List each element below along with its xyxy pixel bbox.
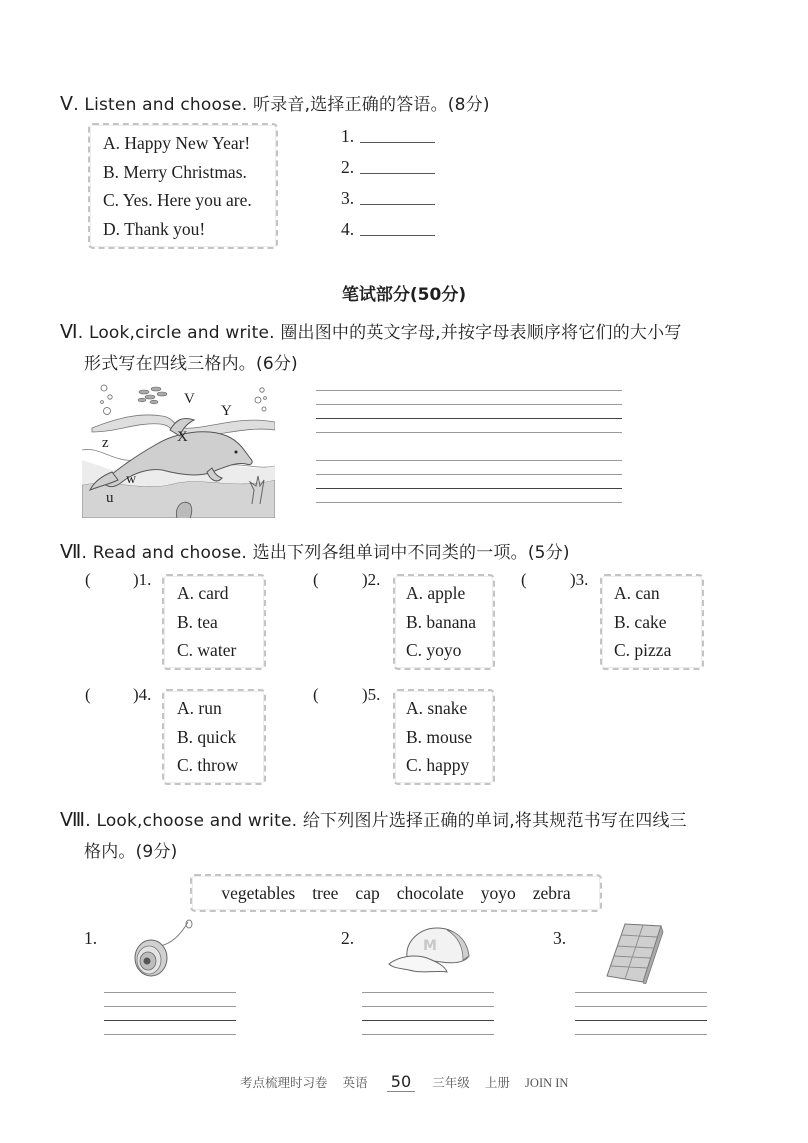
written-part-title: 笔试部分(50分): [341, 285, 467, 305]
answer-blank-4[interactable]: [360, 235, 435, 236]
footer-book-title: 考点梳理时习卷: [240, 1076, 328, 1090]
option-b: B. Merry Christmas.: [103, 161, 247, 182]
item-2-label: 2.: [341, 928, 355, 948]
q5-options: [406, 694, 472, 780]
section-6-writing-lines-1[interactable]: [316, 390, 622, 434]
item-3-label: 3.: [553, 928, 567, 948]
q3-option-c: C. pizza: [614, 640, 672, 660]
section-7-heading: [60, 538, 570, 564]
picture-letter-z[interactable]: z: [102, 435, 109, 451]
cap-icon: [385, 922, 475, 978]
chocolate-icon: [605, 920, 667, 984]
q4-label: )4.: [133, 685, 152, 704]
q5-option-b: B. mouse: [406, 726, 473, 747]
svg-text:M: M: [423, 938, 437, 954]
section-6-heading: [60, 318, 682, 344]
section-7-numeral: Ⅶ: [60, 542, 82, 563]
section-5-title: . Listen and choose. 听录音,选择正确的答语。(8分): [73, 95, 490, 115]
q5-option-c: C. happy: [406, 755, 470, 775]
cap-picture: [385, 922, 475, 978]
q5-answer-blank[interactable]: [327, 687, 357, 707]
q1-option-b: B. tea: [177, 611, 218, 632]
answer-row-3: [341, 184, 354, 215]
section-8-numeral: Ⅷ: [60, 810, 86, 831]
section-8-title-line2: 格内。(9分): [84, 842, 178, 862]
q3-option-b: B. cake: [614, 611, 667, 632]
q1-option-a: A. card: [177, 583, 229, 603]
section-7-title: . Read and choose. 选出下列各组单词中不同类的一项。(5分): [81, 543, 570, 563]
answer-label-3: 3.: [341, 188, 355, 208]
section-5-answers: [341, 122, 354, 246]
option-c: C. Yes. Here you are.: [103, 190, 252, 210]
word-bank-item: vegetables: [221, 882, 296, 903]
footer-grade: 三年级: [432, 1076, 470, 1090]
section-8-title-line1: . Look,choose and write. 给下列图片选择正确的单词,将其规范书写在四线三: [85, 811, 687, 831]
picture-letter-y[interactable]: Y: [221, 403, 232, 419]
word-bank-item: chocolate: [396, 882, 464, 903]
footer-series: JOIN IN: [525, 1076, 569, 1090]
q1-answer-blank[interactable]: [99, 572, 129, 592]
q4-answer-blank[interactable]: [99, 687, 129, 707]
q2-option-b: B. banana: [406, 611, 476, 632]
section-8-heading: [60, 806, 687, 832]
picture-letter-v[interactable]: V: [184, 391, 195, 407]
q4-paren-open: (: [85, 685, 91, 704]
word-bank: [190, 874, 602, 912]
q5-label: )5.: [362, 685, 381, 704]
word-bank-item: tree: [312, 882, 339, 903]
q3-answer-blank[interactable]: [535, 572, 565, 592]
q2-label: )2.: [362, 570, 381, 589]
footer-subject: 英语: [342, 1076, 368, 1090]
picture-letter-w[interactable]: w: [126, 472, 137, 487]
q5-option-a: A. snake: [406, 698, 468, 718]
option-d: D. Thank you!: [103, 218, 206, 239]
q4-option-a: A. run: [177, 698, 222, 718]
item-3-writing-lines[interactable]: [575, 992, 707, 1036]
q2-options: [406, 579, 476, 665]
q2-paren-open: (: [313, 570, 319, 589]
q4-options: [177, 694, 238, 780]
picture-letter-u[interactable]: u: [106, 490, 114, 506]
q1-paren-open: (: [85, 570, 91, 589]
answer-row-4: [341, 215, 354, 246]
answer-label-4: 4.: [341, 219, 355, 239]
q1-label: )1.: [133, 570, 152, 589]
option-a: A. Happy New Year!: [103, 133, 251, 153]
answer-blank-2[interactable]: [360, 173, 435, 174]
word-bank-item: cap: [355, 882, 380, 903]
footer-volume: 上册: [484, 1076, 510, 1090]
yoyo-icon: [130, 918, 200, 980]
answer-blank-1[interactable]: [360, 142, 435, 143]
section-5-numeral: Ⅴ: [60, 94, 74, 115]
q1-options: [177, 579, 236, 665]
item-1-label: 1.: [84, 928, 98, 948]
page-number: 50: [390, 1072, 412, 1091]
q3-option-a: A. can: [614, 583, 660, 603]
item-1-writing-lines[interactable]: [104, 992, 236, 1036]
answer-label-2: 2.: [341, 157, 355, 177]
footer-page-badge: [387, 1072, 415, 1092]
section-6-writing-lines-2[interactable]: [316, 460, 622, 504]
section-5-heading: [60, 90, 490, 116]
q3-label: )3.: [570, 570, 589, 589]
answer-row-2: [341, 153, 354, 184]
footer: [240, 1072, 568, 1092]
q3-options: [614, 579, 671, 665]
q2-option-a: A. apple: [406, 583, 466, 603]
section-6-title-line1: . Look,circle and write. 圈出图中的英文字母,并按字母表顺序将它们的大小写: [77, 323, 682, 343]
dolphin-picture: [82, 380, 275, 518]
yoyo-picture: [130, 918, 200, 980]
section-6-title-line2: 形式写在四线三格内。(6分): [84, 354, 298, 374]
item-2-writing-lines[interactable]: [362, 992, 494, 1036]
q4-option-c: C. throw: [177, 755, 239, 775]
word-bank-item: yoyo: [480, 882, 516, 903]
q3-paren-open: (: [521, 570, 527, 589]
picture-letter-x[interactable]: X: [177, 429, 188, 445]
q2-option-c: C. yoyo: [406, 640, 462, 660]
q1-option-c: C. water: [177, 640, 237, 660]
q4-option-b: B. quick: [177, 726, 237, 747]
q2-answer-blank[interactable]: [327, 572, 357, 592]
word-bank-item: zebra: [532, 882, 571, 903]
answer-blank-3[interactable]: [360, 204, 435, 205]
section-5-options: [103, 129, 252, 243]
answer-label-1: 1.: [341, 126, 355, 146]
chocolate-picture: [605, 920, 667, 984]
section-6-numeral: Ⅵ: [60, 322, 78, 343]
q5-paren-open: (: [313, 685, 319, 704]
answer-row-1: [341, 122, 354, 153]
